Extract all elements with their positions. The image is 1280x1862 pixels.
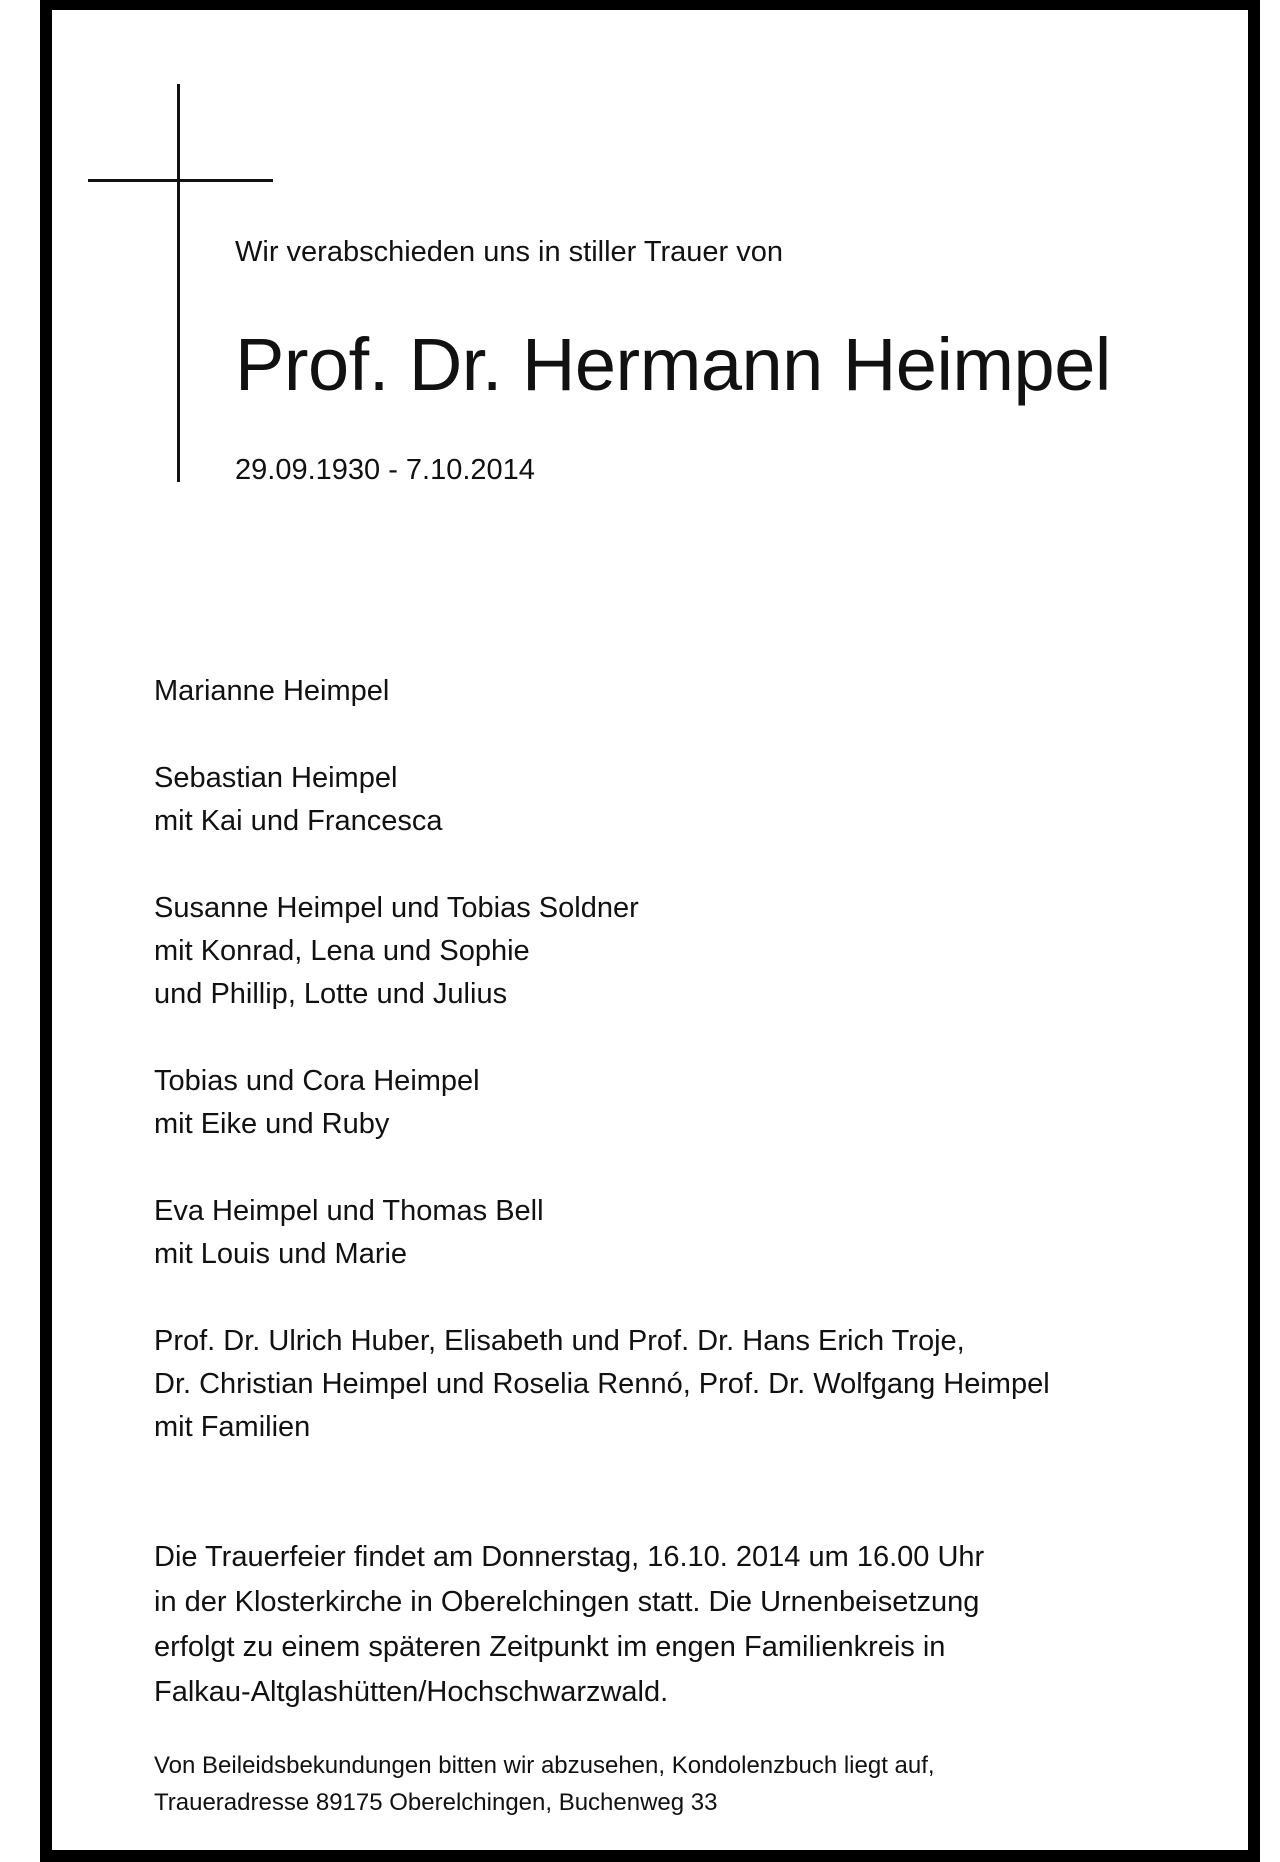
mourner-line: mit Familien xyxy=(154,1411,311,1443)
mourner-group xyxy=(154,757,1214,843)
mourner-line: Eva Heimpel und Thomas Bell xyxy=(154,1195,544,1227)
mourner-line: Dr. Christian Heimpel und Roselia Rennó, Prof. Dr. Wolfgang Heimpel xyxy=(154,1368,1050,1400)
notice-line: Von Beileidsbekundungen bitten wir abzusehen, Kondolenzbuch liegt auf, xyxy=(154,1752,935,1779)
mourner-group xyxy=(154,670,1214,713)
mourner-group xyxy=(154,1320,1214,1449)
mourner-line: und Phillip, Lotte und Julius xyxy=(154,978,508,1010)
notice-line: Traueradresse 89175 Oberelchingen, Buchenweg 33 xyxy=(154,1789,718,1816)
mourner-line: Tobias und Cora Heimpel xyxy=(154,1065,480,1097)
deceased-name: Prof. Dr. Hermann Heimpel xyxy=(235,323,1111,406)
intro-text: Wir verabschieden uns in stiller Trauer von xyxy=(235,236,784,268)
mourner-line: Prof. Dr. Ulrich Huber, Elisabeth und Prof. Dr. Hans Erich Troje, xyxy=(154,1325,965,1357)
mourner-line: mit Konrad, Lena und Sophie xyxy=(154,935,530,967)
mourner-line: mit Eike und Ruby xyxy=(154,1108,390,1140)
mourner-line: Sebastian Heimpel xyxy=(154,762,398,794)
mourner-group xyxy=(154,887,1214,1016)
mourner-line: mit Louis und Marie xyxy=(154,1238,408,1270)
ceremony-line: erfolgt zu einem späteren Zeitpunkt im engen Familienkreis in xyxy=(154,1631,946,1663)
mourners-list xyxy=(154,670,1214,1493)
condolence-notice xyxy=(154,1747,1214,1821)
ceremony-line: Falkau-Altglashütten/Hochschwarzwald. xyxy=(154,1676,669,1708)
ceremony-details xyxy=(154,1535,1214,1715)
ceremony-line: Die Trauerfeier findet am Donnerstag, 16.10. 2014 um 16.00 Uhr xyxy=(154,1541,985,1573)
ceremony-line: in der Klosterkirche in Oberelchingen statt. Die Urnenbeisetzung xyxy=(154,1586,980,1618)
mourner-line: Marianne Heimpel xyxy=(154,675,390,707)
mourner-line: Susanne Heimpel und Tobias Soldner xyxy=(154,892,639,924)
cross-icon-vertical xyxy=(177,84,180,482)
cross-icon-horizontal xyxy=(88,179,273,182)
mourner-group xyxy=(154,1190,1214,1276)
mourner-line: mit Kai und Francesca xyxy=(154,805,443,837)
life-dates: 29.09.1930 - 7.10.2014 xyxy=(235,454,535,486)
mourner-group xyxy=(154,1060,1214,1146)
